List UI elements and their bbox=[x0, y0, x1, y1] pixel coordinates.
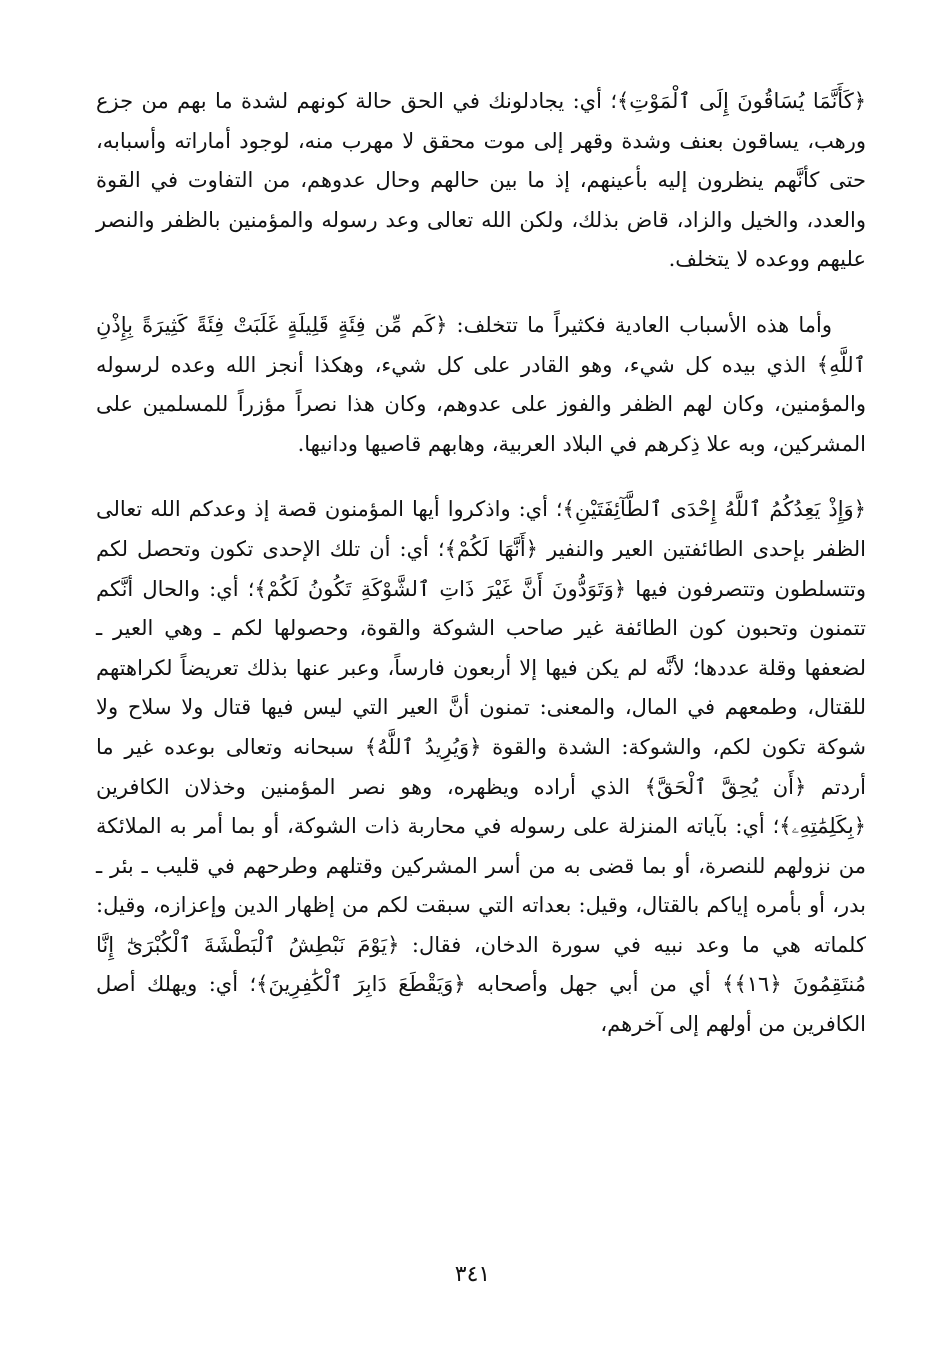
paragraph-1-text: ﴿كَأَنَّمَا يُسَاقُونَ إِلَى ٱلْمَوْتِ﴾؛ أي: يجادلونك في الحق حالة كونهم لشدة ما بهم من جزع ورهب، يساقون بعنف وشدة وقهر إلى موت محقق لا مهرب منه، لوجود أماراته وأسبابه، حتى كأنَّهم ينظرون إليه بأعينهم، إذ ما بين حالهم وحال عدوهم، من التفاوت في القوة والعدد، والخيل والزاد، قاض بذلك، ولكن الله تعالى وعد رسوله والمؤمنين بالظفر والنصر عليهم ووعده لا يتخلف. bbox=[96, 89, 866, 272]
paragraph-2 bbox=[96, 306, 866, 464]
paragraph-1 bbox=[96, 82, 866, 280]
page-body bbox=[96, 82, 866, 1071]
paragraph-3-text: ﴿وَإِذْ يَعِدُكُمُ ٱللَّهُ إِحْدَى ٱلطَّآئِفَتَيْنِ﴾؛ أي: واذكروا أيها المؤمنون قصة إذ وعدكم الله تعالى الظفر بإحدى الطائفتين العير والنفير ﴿أَنَّهَا لَكُمْ﴾؛ أي: أن تلك الإحدى تكون وتحصل لكم وتتسلطون وتتصرفون فيها ﴿وَتَوَدُّونَ أَنَّ غَيْرَ ذَاتِ ٱلشَّوْكَةِ تَكُونُ لَكُمْ﴾؛ أي: والحال أنَّكم تتمنون وتحبون كون الطائفة غير صاحب الشوكة والقوة، وحصولها لكم ـ وهي العير ـ لضعفها وقلة عددها؛ لأنَّه لم يكن فيها إلا أربعون فارساً، وعبر عنها بذلك تعريضاً لكراهتهم للقتال، وطمعهم في المال، والمعنى: تمنون أنَّ العير التي ليس فيها قتال ولا سلاح ولا شوكة تكون لكم، والشوكة: الشدة والقوة ﴿وَيُرِيدُ ٱللَّهُ﴾ سبحانه وتعالى بوعده غير ما أردتم ﴿أَن يُحِقَّ ٱلْحَقَّ﴾ الذي أراده ويظهره، وهو نصر المؤمنين وخذلان الكافرين ﴿بِكَلِمَٰتِهِۦ﴾؛ أي: بآياته المنزلة على رسوله في محاربة ذات الشوكة، أو بما أمر به الملائكة من نزولهم للنصرة، أو بما قضى به من أسر المشركين وقتلهم وطرحهم في قليب ـ بئر ـ بدر، أو بأمره إياكم بالقتال، وقيل: بعداته التي سبقت لكم من إظهار الدين وإعزازه، وقيل: كلماته هي ما وعد نبيه في سورة الدخان، فقال: ﴿يَوْمَ نَبْطِشُ ٱلْبَطْشَةَ ٱلْكُبْرَىٰٓ إِنَّا مُنتَقِمُونَ ﴿١٦﴾﴾ أي من أبي جهل وأصحابه ﴿وَيَقْطَعَ دَابِرَ ٱلْكَٰفِرِينَ﴾؛ أي: ويهلك أصل الكافرين من أولهم إلى آخرهم، bbox=[96, 497, 867, 1037]
page-number: ٣٤١ bbox=[454, 1262, 491, 1287]
paragraph-3 bbox=[96, 490, 866, 1044]
paragraph-2-text: وأما هذه الأسباب العادية فكثيراً ما تتخلف: ﴿كَم مِّن فِئَةٍ قَلِيلَةٍ غَلَبَتْ فِئَةً كَثِيرَةً بِإِذْنِ ٱللَّهِ﴾ الذي بيده كل شيء، وهو القادر على كل شيء، وهكذا أنجز الله وعده لرسوله والمؤمنين، وكان لهم الظفر والفوز على عدوهم، وكان هذا نصراً مؤزراً للمسلمين على المشركين، وبه علا ذِكرهم في البلاد العربية، وهابهم قاصيها ودانيها. bbox=[96, 312, 866, 456]
